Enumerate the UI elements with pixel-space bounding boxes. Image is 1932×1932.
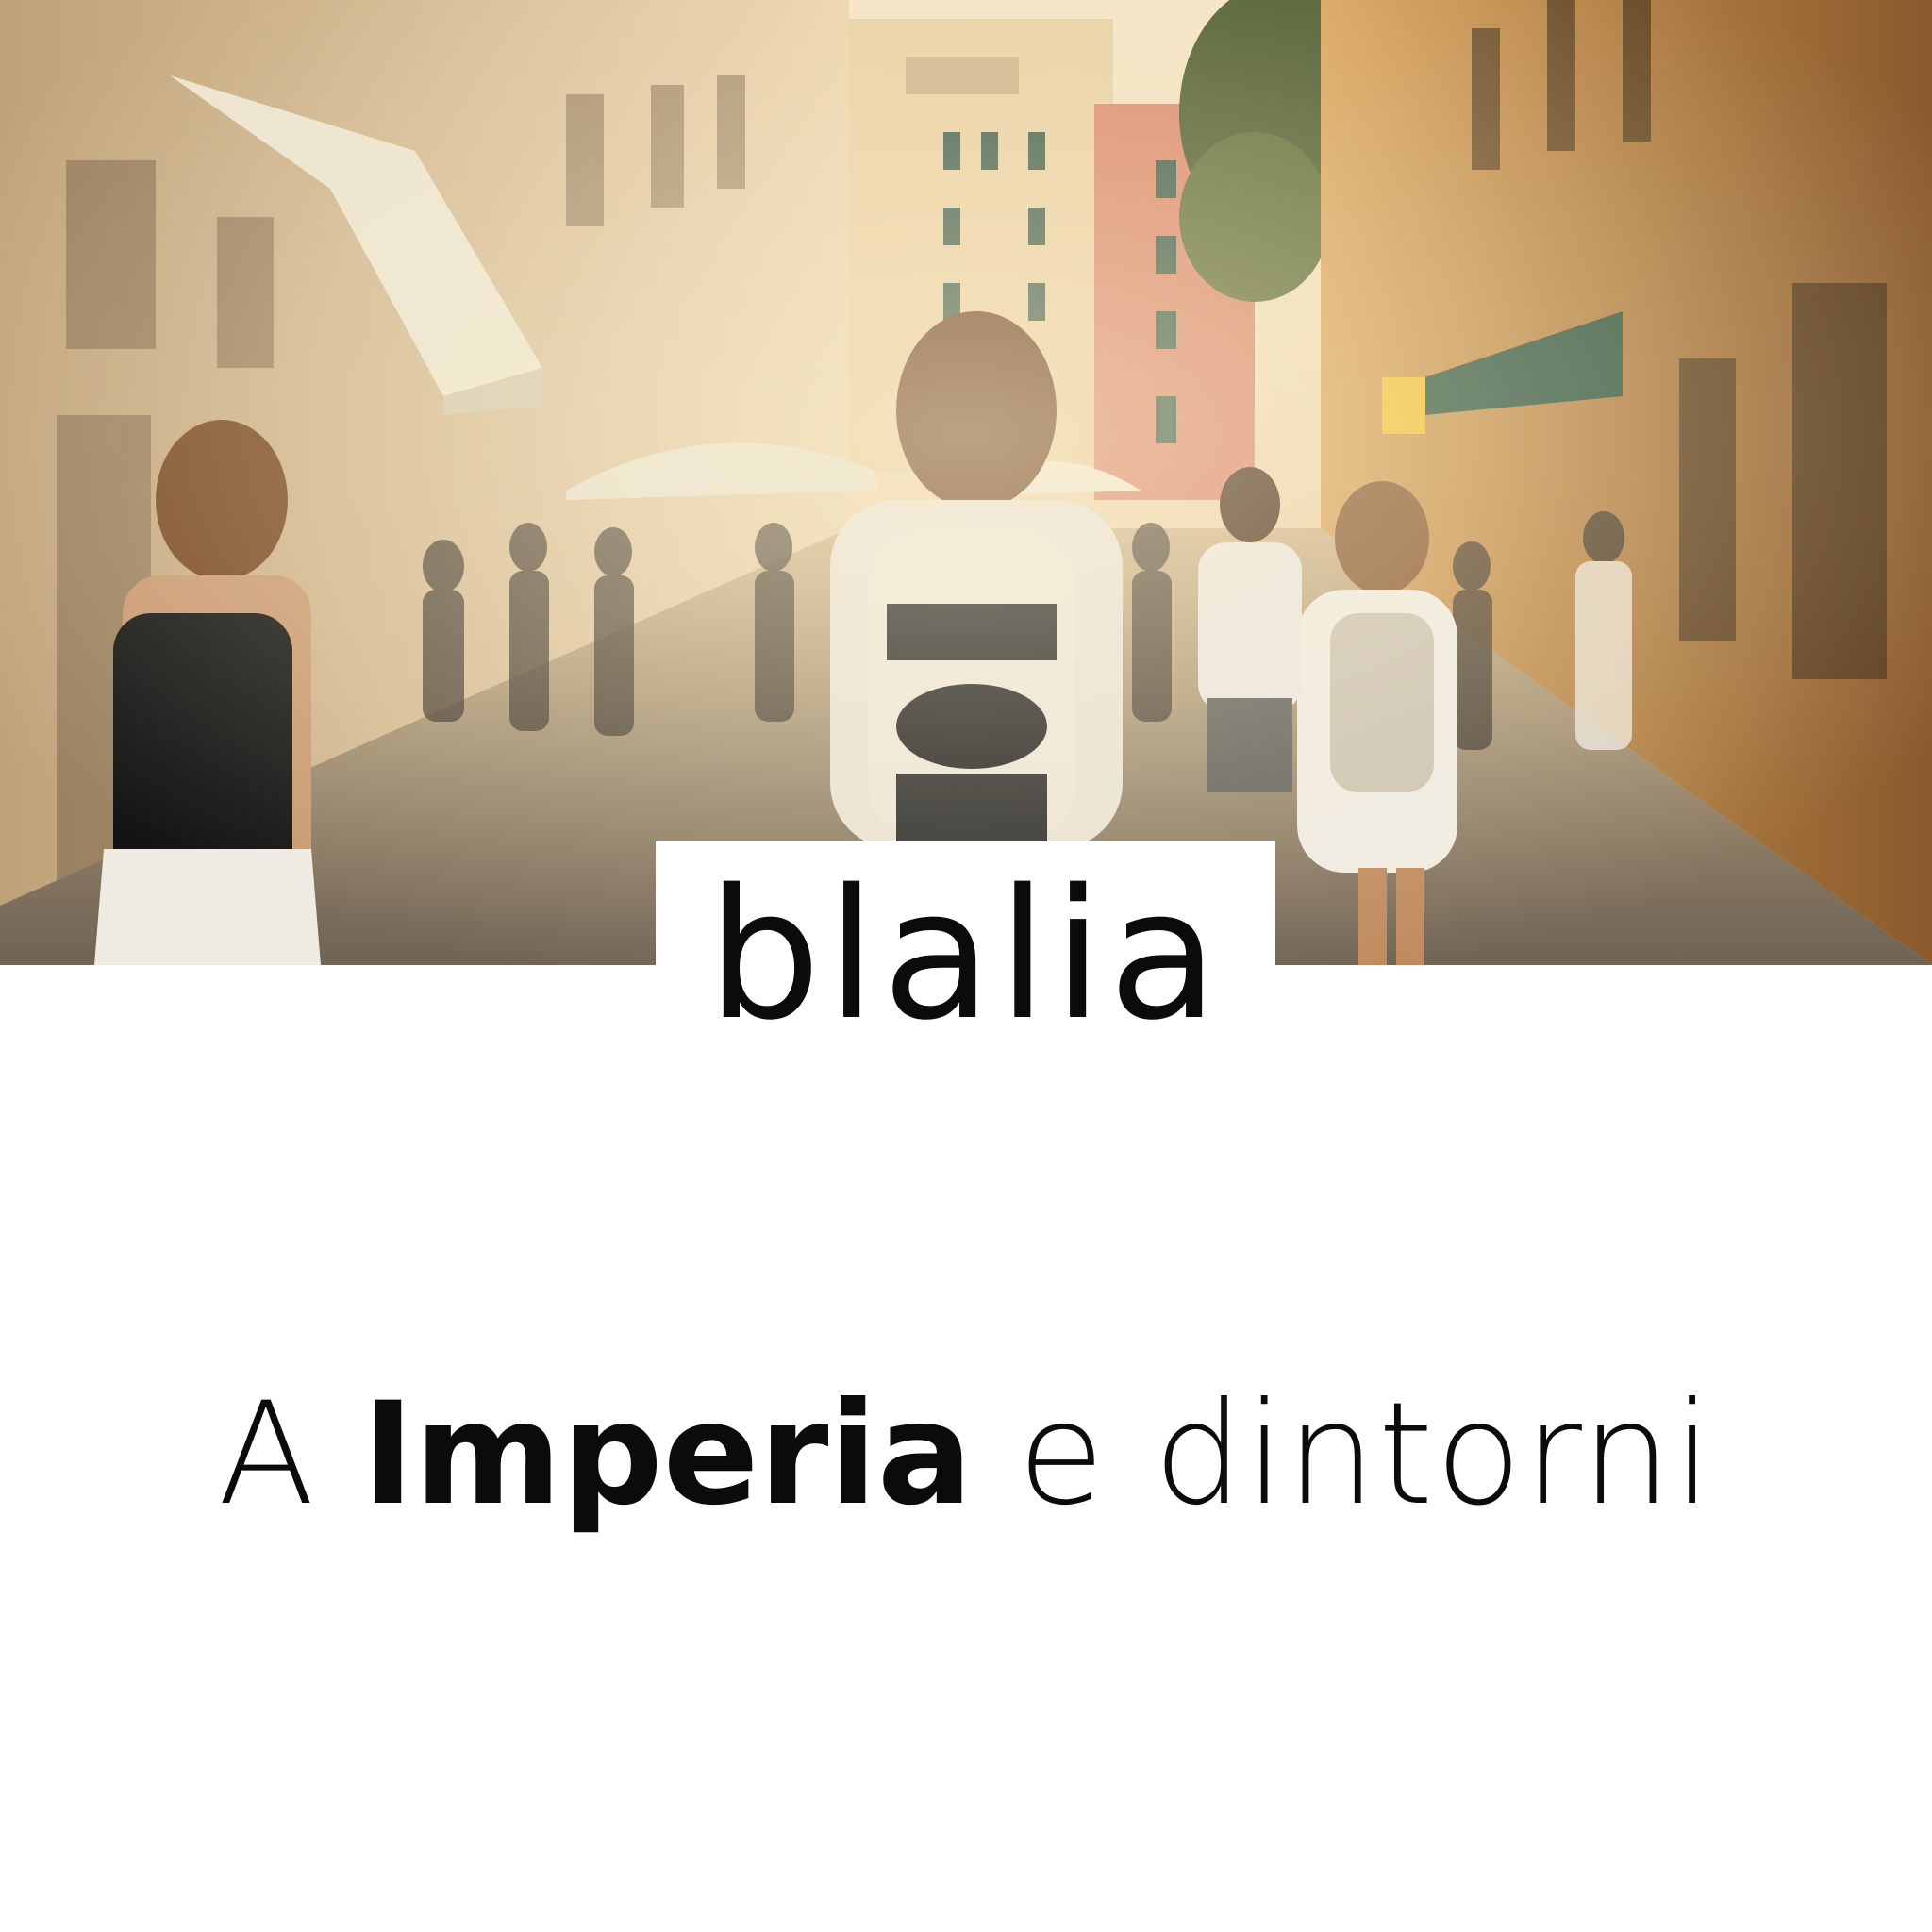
headline-city: Imperia [361, 1373, 974, 1537]
headline [0, 1373, 1932, 1537]
headline-prefix: A [217, 1373, 317, 1537]
street-photo [0, 0, 1932, 965]
brand-logo: blalia [707, 851, 1224, 1059]
street-scene-icon [0, 0, 1932, 965]
headline-suffix: e dintorni [1017, 1373, 1715, 1537]
brand-logo-box [656, 841, 1275, 1058]
